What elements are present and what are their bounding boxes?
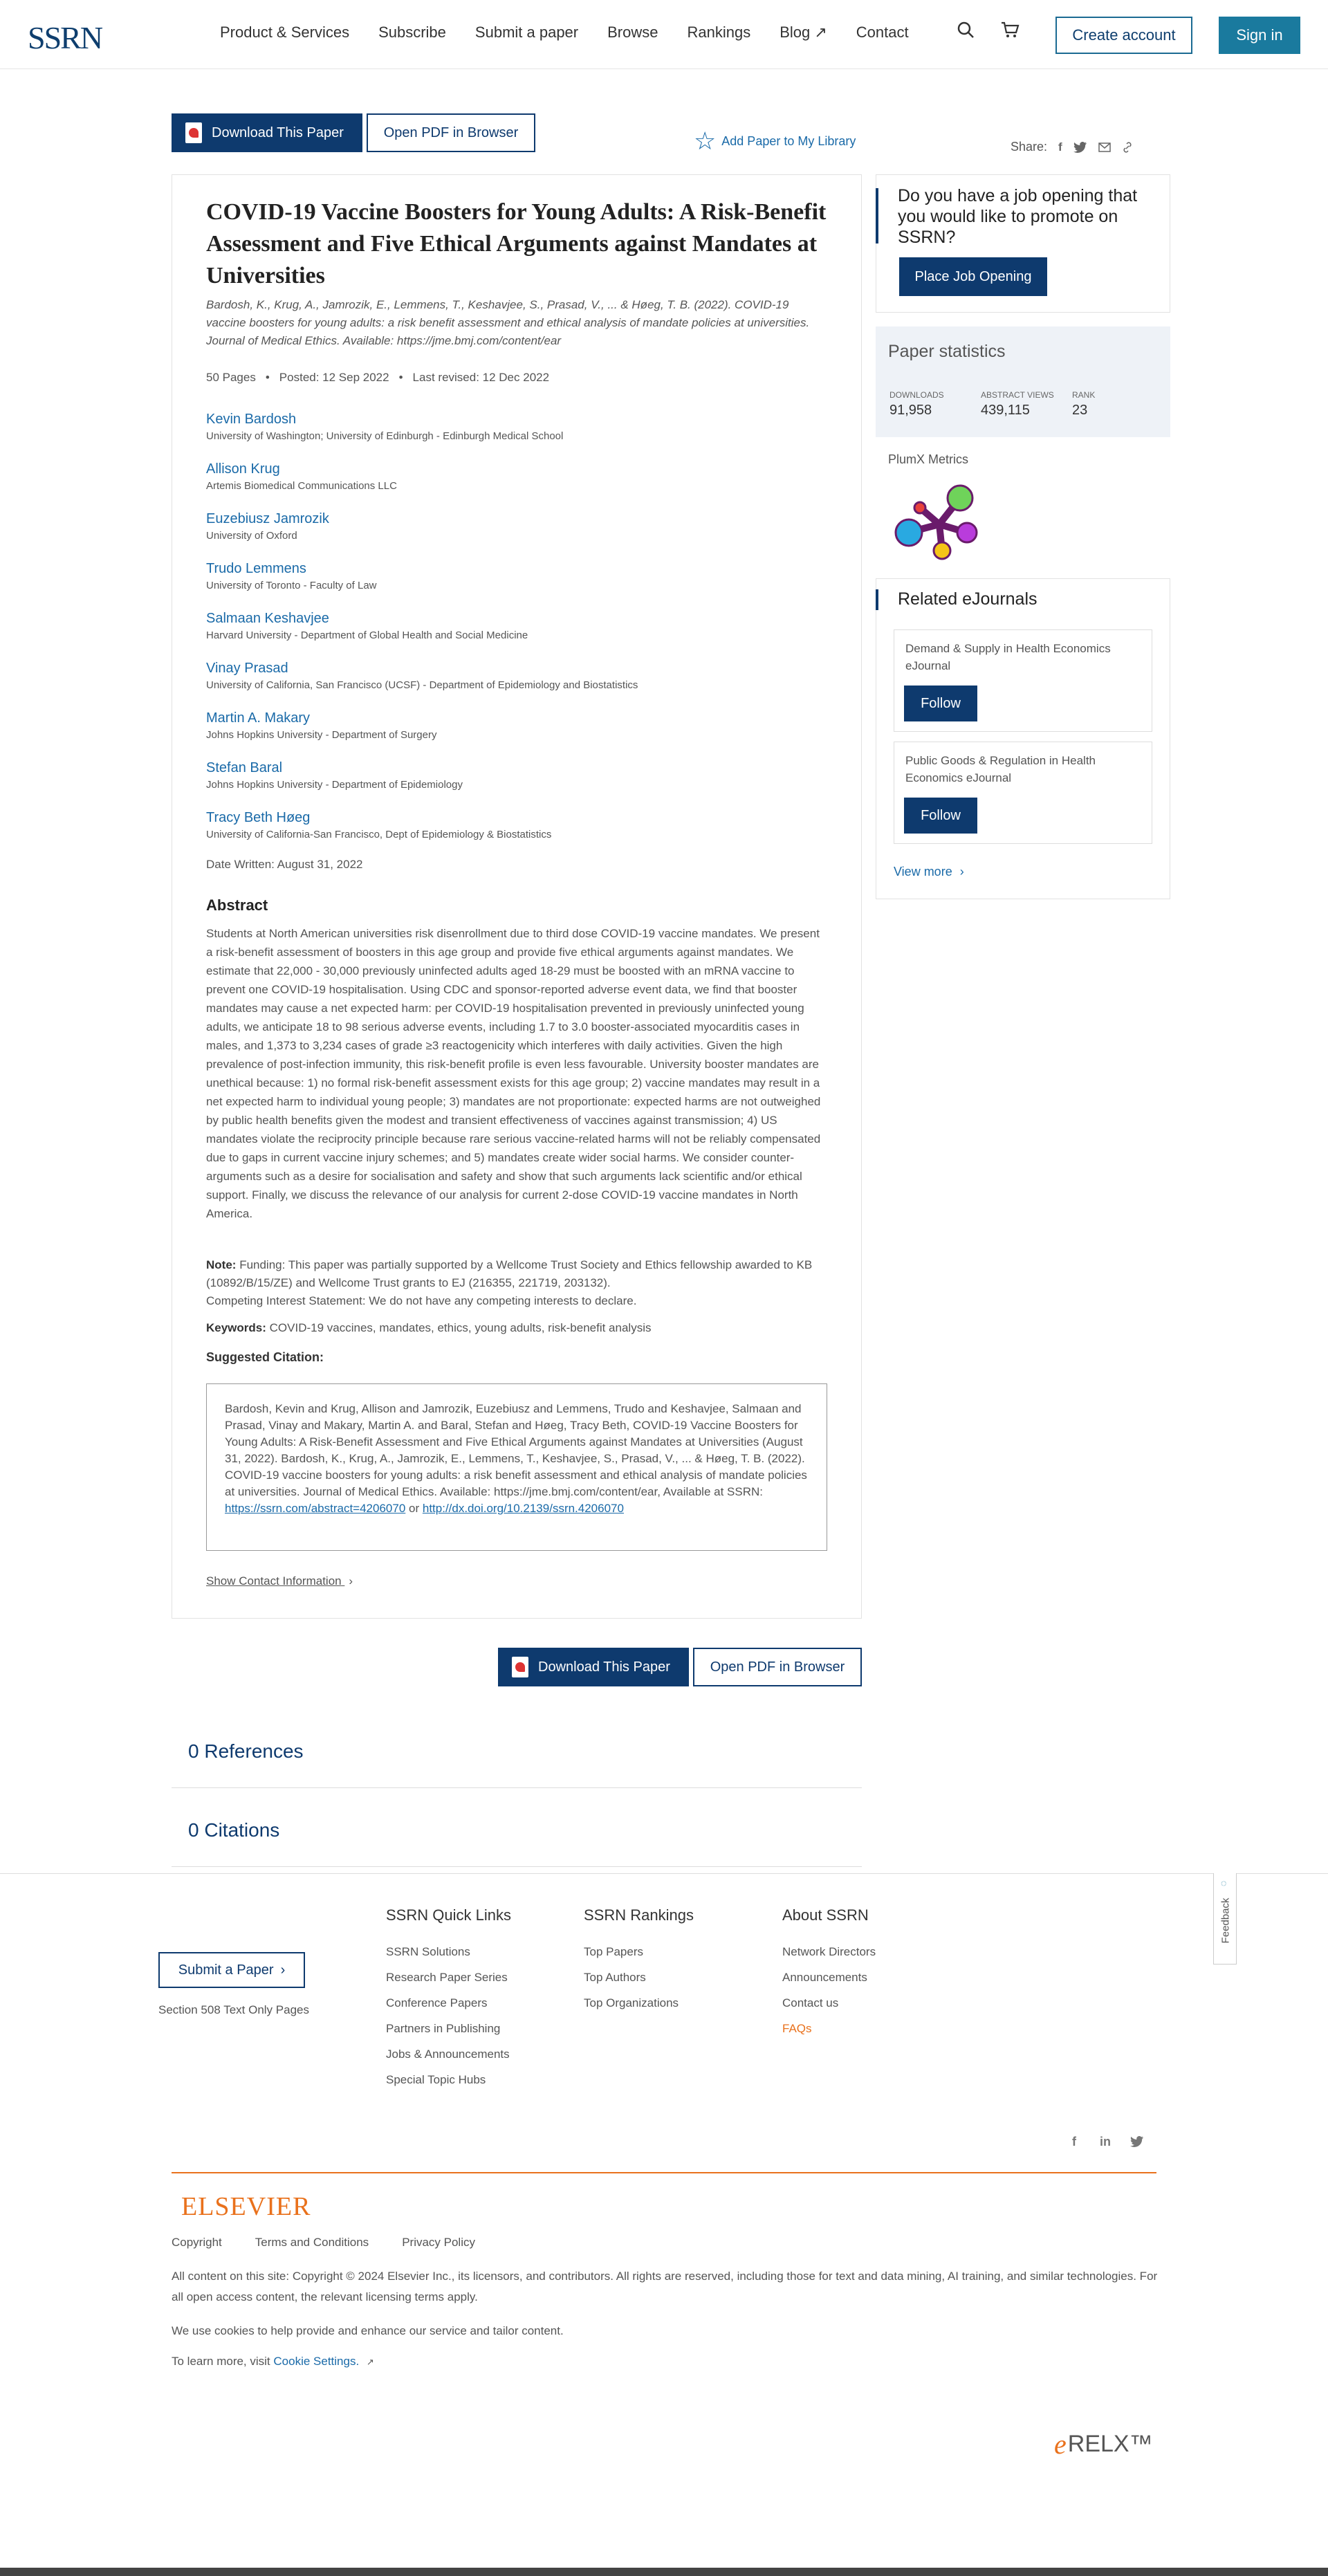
author-item xyxy=(206,708,829,758)
search-icon[interactable] xyxy=(957,21,975,39)
footer-link[interactable]: Network Directors xyxy=(782,1945,876,1958)
author-name[interactable]: Allison Krug xyxy=(206,461,280,477)
date-written: Date Written: August 31, 2022 xyxy=(206,858,363,871)
stat-abstract-views: ABSTRACT VIEWS 439,115 xyxy=(981,390,1054,418)
author-item xyxy=(206,659,829,708)
author-list xyxy=(206,410,829,858)
facebook-icon[interactable]: f xyxy=(1058,140,1062,154)
footer-link[interactable]: Special Topic Hubs xyxy=(386,2073,486,2086)
ejournal-card xyxy=(894,629,1152,732)
footer-divider xyxy=(0,1873,1328,1874)
submit-paper-button[interactable]: Submit a Paper › xyxy=(158,1952,305,1988)
bottom-bar xyxy=(0,2568,1328,2576)
suggested-citation-box: Bardosh, Kevin and Krug, Allison and Jamrozik, Euzebiusz and Lemmens, Trudo and Keshavjee, Salmaan and Prasad, Vinay and Makary, Martin A. and Baral, Stefan and Høeg, Tracy Beth, COVID-19 Vaccine Boosters for Young Adults: A Risk-Benefit Assessment and Five Ethical Arguments against Mandates at Universities (August 31, 2022). Bardosh, K., Krug, A., Jamrozik, E., Lemmens, T., Keshavjee, S., Prasad, V., ... & Høeg, T. B. (2022). COVID-19 vaccine boosters for young adults: a risk benefit assessment and ethical analysis of mandate policies at universities. Journal of Medical Ethics. Available: https://jme.bmj.com/content/ear, Available at SSRN: https://ssrn.com/abstract=4206070 or http://dx.doi.org/10.2139/ssrn.4206070 xyxy=(206,1383,827,1551)
footer-link[interactable]: Conference Papers xyxy=(386,1996,488,2009)
nav-submit-paper[interactable]: Submit a paper xyxy=(474,24,579,41)
author-name[interactable]: Euzebiusz Jamrozik xyxy=(206,511,329,526)
paper-citation-summary: Bardosh, K., Krug, A., Jamrozik, E., Lemmens, T., Keshavjee, S., Prasad, V., ... & Høeg, T. B. (2022). COVID-19 vaccine boosters for young adults: a risk benefit assessment and ethical analysis of mandate policies at universities. Journal of Medical Ethics. Available: https://jme.bmj.com/content/ear xyxy=(206,298,810,347)
site-header xyxy=(0,0,1328,69)
footer-col-quick-links: SSRN Quick Links SSRN Solutions Research Paper Series Conference Papers Partners in Publishing Jobs & Announcements Special Topic Hubs xyxy=(386,1906,511,2099)
page-count: 50 Pages xyxy=(206,371,256,384)
footer-link[interactable]: Jobs & Announcements xyxy=(386,2048,510,2061)
author-affiliation: University of Toronto - Faculty of Law xyxy=(206,580,377,591)
cart-icon[interactable] xyxy=(1000,21,1020,39)
footer-orange-divider xyxy=(172,2172,1156,2173)
author-item xyxy=(206,808,829,858)
abstract-text: Students at North American universities risk disenrollment due to third dose COVID-19 vaccine mandates. We present a risk-benefit assessment of boosters in this age group and provide five ethical arguments against mandates. We estimate that 22,000 - 30,000 previously uninfected adults aged 18-29 must be boosted with an mRNA vaccine to prevent one COVID-19 hospitalisation. Using CDC and sponsor-reported adverse event data, we find that booster mandates may cause a net expected harm: per COVID-19 hospitalisation prevented in previously uninfected young adults, we anticipate 18 to 98 serious adverse events, including 1.7 to 3.0 booster-associated myocarditis cases in males, and 1,373 to 3,234 cases of grade ≥3 reactogenicity which interferes with daily activities. Given the high prevalence of post-infection immunity, this risk-benefit profile is even less favourable. University booster mandates are unethical because: 1) no formal risk-benefit assessment exists for this age group; 2) vaccine mandates may result in a net expected harm to individual young people; 3) mandates are not proportionate: expected harms are not outweighed by public health benefits given the modest and transient effectiveness of vaccines against transmission; 4) US mandates violate the reciprocity principle because rare serious vaccine-related harms will not be reliably compensated due to gaps in current vaccine injury schemes; and 5) mandates create wider social harms. We consider counter-arguments such as a desire for socialisation and safety and show that such arguments lack scientific and/or ethical support. Finally, we discuss the relevance of our analysis for current 2-dose COVID-19 vaccine mandates in North America. xyxy=(206,927,821,1220)
posted-date: Posted: 12 Sep 2022 xyxy=(279,371,389,384)
open-pdf-button-bottom[interactable]: Open PDF in Browser xyxy=(693,1648,862,1686)
chevron-right-icon: › xyxy=(280,1962,286,1978)
author-name[interactable]: Trudo Lemmens xyxy=(206,561,306,576)
footer-col-rankings: SSRN Rankings Top Papers Top Authors Top Organizations xyxy=(584,1906,694,2022)
elsevier-logo[interactable]: ELSEVIER xyxy=(181,2192,311,2221)
keywords-text: COVID-19 vaccines, mandates, ethics, young adults, risk-benefit analysis xyxy=(269,1321,652,1334)
twitter-icon[interactable] xyxy=(1073,142,1087,153)
download-paper-button[interactable] xyxy=(172,113,362,152)
related-ejournals-card xyxy=(876,578,1170,899)
paper-meta: 50 Pages • Posted: 12 Sep 2022 • Last revised: 12 Dec 2022 xyxy=(206,371,550,384)
author-affiliation: University of California, San Francisco (UCSF) - Department of Epidemiology and Biostatistics xyxy=(206,679,638,691)
author-affiliation: Artemis Biomedical Communications LLC xyxy=(206,480,397,492)
privacy-link[interactable]: Privacy Policy xyxy=(402,2236,475,2249)
external-link-icon: ↗ xyxy=(366,2357,374,2367)
create-account-button[interactable]: Create account xyxy=(1055,17,1192,54)
related-ejournals-heading: Related eJournals xyxy=(898,589,1038,609)
author-name[interactable]: Tracy Beth Høeg xyxy=(206,810,311,825)
doi-link[interactable]: http://dx.doi.org/10.2139/ssrn.4206070 xyxy=(422,1502,624,1515)
footer-col-about: About SSRN Network Directors Announcements Contact us FAQs xyxy=(782,1906,876,2048)
footer-link[interactable]: Partners in Publishing xyxy=(386,2022,501,2035)
copyright-link[interactable]: Copyright xyxy=(172,2236,222,2249)
author-name[interactable]: Martin A. Makary xyxy=(206,710,311,726)
sign-in-button[interactable]: Sign in xyxy=(1219,17,1300,54)
section-508-link[interactable]: Section 508 Text Only Pages xyxy=(158,2003,309,2016)
add-library-label: Add Paper to My Library xyxy=(721,134,856,148)
nav-contact[interactable]: Contact xyxy=(856,24,909,41)
author-affiliation: University of Oxford xyxy=(206,530,297,542)
footer-link[interactable]: Contact us xyxy=(782,1996,839,2009)
twitter-icon[interactable] xyxy=(1130,2136,1144,2147)
funding-note xyxy=(206,1256,829,1310)
related-accent-bar xyxy=(876,589,878,610)
author-name[interactable]: Kevin Bardosh xyxy=(206,412,297,427)
nav-rankings[interactable]: Rankings xyxy=(687,24,751,41)
pdf-icon xyxy=(512,1657,528,1677)
author-item xyxy=(206,559,829,609)
ejournal-card xyxy=(894,742,1152,844)
plumx-heading: PlumX Metrics xyxy=(888,452,969,466)
divider xyxy=(172,1866,862,1867)
follow-button[interactable]: Follow xyxy=(904,686,977,721)
copyright-text: All content on this site: Copyright © 2024 Elsevier Inc., its licensors, and contributors. All rights are reserved, including those for text and data mining, AI training, and similar technologies. For all open access content, the relevant licensing terms apply. xyxy=(172,2270,1158,2303)
revised-date: Last revised: 12 Dec 2022 xyxy=(412,371,550,384)
facebook-icon[interactable]: f xyxy=(1072,2135,1076,2149)
note-text: Funding: This paper was partially supported by a Wellcome Trust Society and Ethics fellowship awarded to KB (10892/B/15/ZE) and Wellcome Trust grants to EJ (216355, 221719, 203132). xyxy=(206,1258,813,1289)
keywords xyxy=(206,1321,651,1335)
footer-link[interactable]: Top Authors xyxy=(584,1971,646,1984)
author-affiliation: Harvard University - Department of Global Health and Social Medicine xyxy=(206,629,528,641)
author-affiliation: University of Washington; University of Edinburgh - Edinburgh Medical School xyxy=(206,430,564,442)
add-to-library-link[interactable] xyxy=(694,129,856,154)
feedback-icon: ◌ xyxy=(1221,1877,1227,1888)
note-label: Note: xyxy=(206,1258,237,1271)
chevron-right-icon: › xyxy=(959,865,964,878)
share-label: Share: xyxy=(1011,140,1048,154)
learn-more-text: To learn more, visit Cookie Settings. ↗ xyxy=(172,2355,374,2368)
author-name[interactable]: Salmaan Keshavjee xyxy=(206,611,329,626)
download-paper-button-bottom[interactable]: Download This Paper xyxy=(498,1648,689,1686)
plumx-metrics-icon[interactable] xyxy=(892,483,982,566)
terms-link[interactable]: Terms and Conditions xyxy=(255,2236,369,2249)
divider xyxy=(172,1787,862,1788)
place-job-button[interactable]: Place Job Opening xyxy=(899,257,1047,296)
open-pdf-button[interactable]: Open PDF in Browser xyxy=(367,113,535,152)
pdf-icon xyxy=(185,122,202,143)
job-accent-bar xyxy=(876,188,878,243)
author-affiliation: Johns Hopkins University - Department of Surgery xyxy=(206,729,437,741)
ssrn-abstract-link[interactable]: https://ssrn.com/abstract=4206070 xyxy=(225,1502,406,1515)
nav-blog[interactable]: Blog ↗ xyxy=(780,24,827,41)
stat-rank: RANK 23 xyxy=(1072,390,1096,418)
author-item xyxy=(206,410,829,459)
footer-link[interactable]: SSRN Solutions xyxy=(386,1945,470,1958)
abstract-heading: Abstract xyxy=(206,896,268,914)
show-contact-link[interactable]: Show Contact Information › xyxy=(206,1574,353,1588)
relx-logo[interactable]: e RELX™ xyxy=(1054,2429,1153,2460)
legal-links xyxy=(172,2236,508,2250)
footer-link[interactable]: Top Papers xyxy=(584,1945,643,1958)
paper-title: COVID-19 Vaccine Boosters for Young Adults: A Risk-Benefit Assessment and Five Ethical Arguments against Mandates at Universities xyxy=(206,199,827,288)
citations-heading[interactable]: 0 Citations xyxy=(188,1819,280,1841)
references-heading[interactable]: 0 References xyxy=(188,1740,304,1762)
competing-interest: Competing Interest Statement: We do not have any competing interests to declare. xyxy=(206,1294,637,1307)
footer-link-faqs[interactable]: FAQs xyxy=(782,2022,812,2035)
relx-mark-icon: e xyxy=(1054,2429,1067,2460)
job-promo-text: Do you have a job opening that you would like to promote on SSRN? xyxy=(898,186,1138,247)
author-name[interactable]: Stefan Baral xyxy=(206,760,283,775)
main-nav xyxy=(220,24,938,42)
suggested-citation-heading: Suggested Citation: xyxy=(206,1350,324,1364)
ejournal-name[interactable]: Public Goods & Regulation in Health Economics eJournal xyxy=(905,754,1096,784)
footer-link[interactable]: Research Paper Series xyxy=(386,1971,508,1984)
author-item xyxy=(206,509,829,559)
share-bar xyxy=(1011,140,1133,154)
feedback-tab[interactable]: ◌ Feedback xyxy=(1213,1873,1237,1965)
email-icon[interactable] xyxy=(1098,142,1111,152)
footer-link[interactable]: Announcements xyxy=(782,1971,867,1984)
nav-browse[interactable]: Browse xyxy=(607,24,658,41)
author-affiliation: University of California-San Francisco, Dept of Epidemiology & Biostatistics xyxy=(206,829,552,840)
ssrn-logo[interactable]: SSRN xyxy=(28,20,102,55)
view-more-link[interactable]: View more › xyxy=(894,865,964,878)
ejournal-name[interactable]: Demand & Supply in Health Economics eJournal xyxy=(905,642,1111,672)
keywords-label: Keywords: xyxy=(206,1321,266,1334)
cookie-settings-link[interactable]: Cookie Settings. xyxy=(273,2355,360,2368)
author-item xyxy=(206,459,829,509)
suggested-citation-text: Bardosh, Kevin and Krug, Allison and Jamrozik, Euzebiusz and Lemmens, Trudo and Keshavjee, Salmaan and Prasad, Vinay and Makary, Martin A. and Baral, Stefan and Høeg, Tracy Beth, COVID-19 Vaccine Boosters for Young Adults: A Risk-Benefit Assessment and Five Ethical Arguments against Mandates at Universities (August 31, 2022). Bardosh, K., Krug, A., Jamrozik, E., Lemmens, T., Keshavjee, S., Prasad, V., ... & Høeg, T. B. (2022). COVID-19 vaccine boosters for young adults: a risk benefit assessment and ethical analysis of mandate policies at universities. Journal of Medical Ethics. Available: https://jme.bmj.com/content/ear, Available at SSRN: xyxy=(225,1402,807,1498)
link-icon[interactable] xyxy=(1122,142,1133,153)
author-item xyxy=(206,609,829,659)
stat-downloads: DOWNLOADS 91,958 xyxy=(889,390,944,418)
nav-product-services[interactable]: Product & Services xyxy=(220,24,350,41)
footer-link[interactable]: Top Organizations xyxy=(584,1996,679,2009)
follow-button[interactable]: Follow xyxy=(904,798,977,834)
author-item xyxy=(206,758,829,808)
stats-heading: Paper statistics xyxy=(888,342,1006,361)
author-name[interactable]: Vinay Prasad xyxy=(206,661,288,676)
cookies-text: We use cookies to help provide and enhance our service and tailor content. xyxy=(172,2324,564,2337)
author-affiliation: Johns Hopkins University - Department of Epidemiology xyxy=(206,779,463,791)
star-icon: ☆ xyxy=(694,127,717,155)
linkedin-icon[interactable]: in xyxy=(1100,2135,1111,2149)
nav-subscribe[interactable]: Subscribe xyxy=(378,24,446,41)
chevron-right-icon: › xyxy=(349,1574,353,1588)
download-label: Download This Paper xyxy=(212,125,344,140)
